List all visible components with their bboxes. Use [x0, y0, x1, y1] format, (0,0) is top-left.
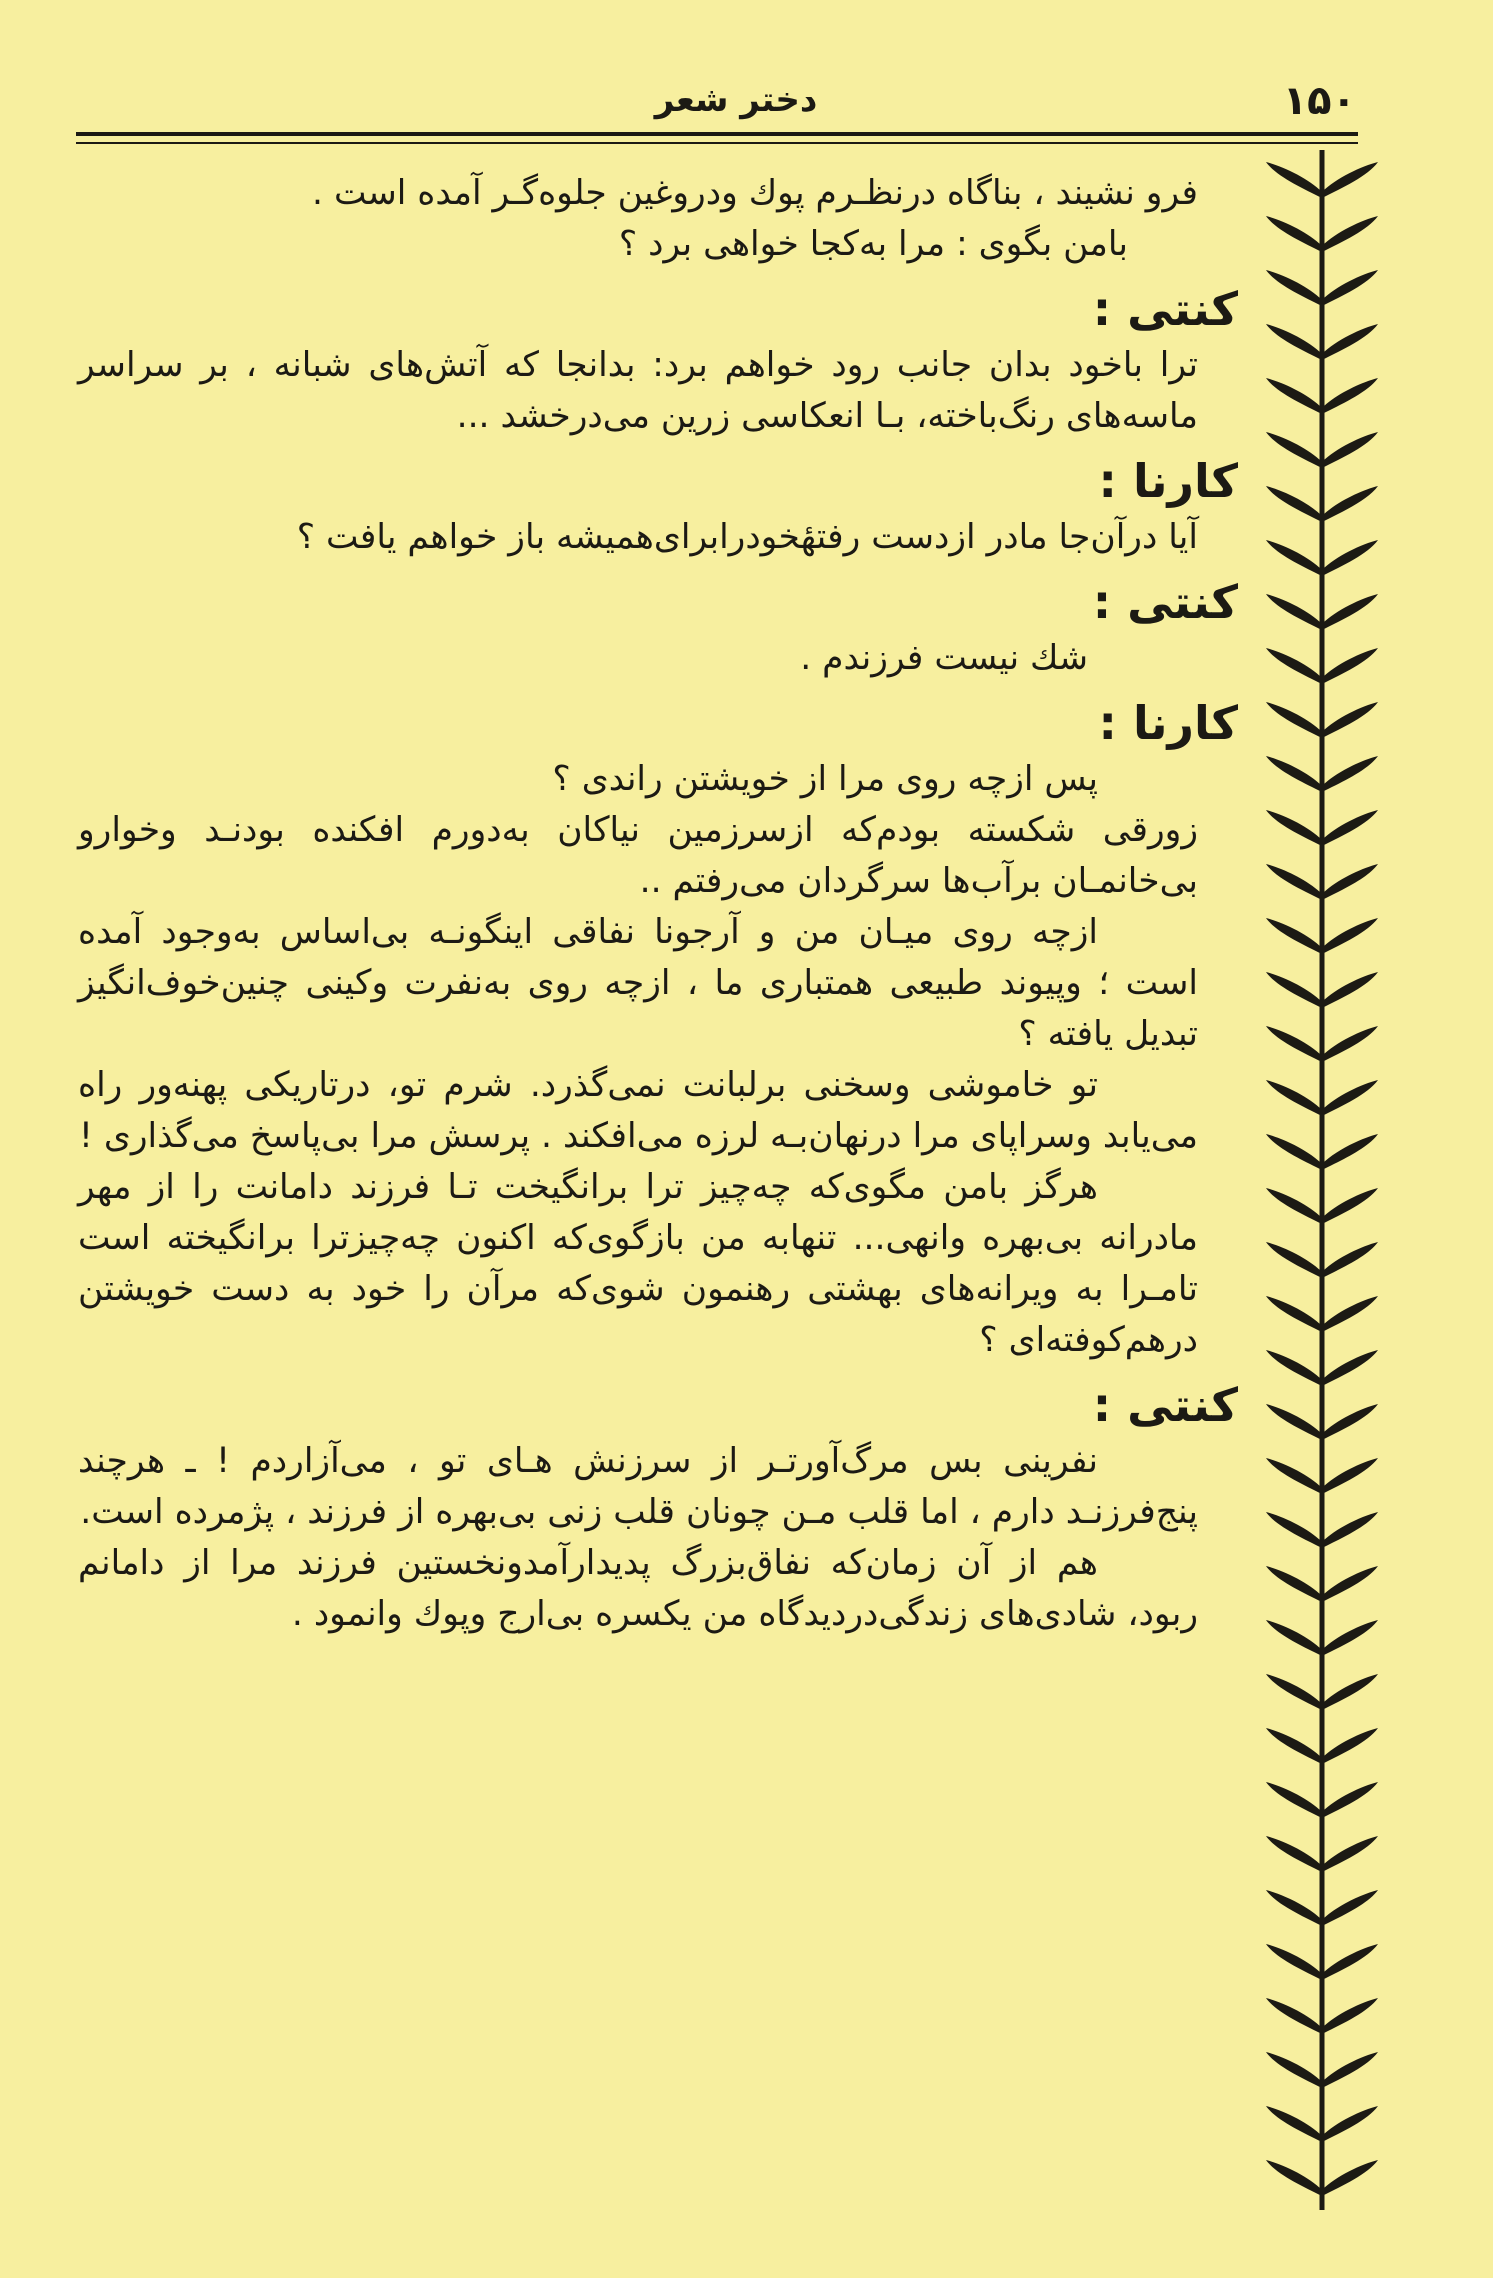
leaf-right: [1322, 1674, 1378, 1710]
leaf-left: [1266, 756, 1322, 792]
leaf-right: [1322, 918, 1378, 954]
leaf-right: [1322, 1080, 1378, 1116]
leaf-right: [1322, 270, 1378, 306]
leaf-right: [1322, 324, 1378, 360]
text-line: آیا درآن‌جا مادر ازدست رفتهٔخودرابرای‌همیشه باز خواهم یافت ؟: [296, 517, 1198, 557]
text-line: نفرینی بس مرگ‌آورتـر از سرزنش هـای تو ، می‌آزاردم ! ـ هرچند پنج‌فرزنـد دارم ، اما قلب مـن چونان قلب زنی بی‌بهره از فرزند ، پژمرده است.: [78, 1441, 1198, 1532]
running-title: دختر شعر: [654, 80, 818, 120]
leaf-right: [1322, 486, 1378, 522]
leaf-left: [1266, 1620, 1322, 1656]
leaf-left: [1266, 1188, 1322, 1224]
page-header: [76, 78, 1356, 138]
leaf-left: [1266, 1566, 1322, 1602]
leaf-left: [1266, 1242, 1322, 1278]
leaf-right: [1322, 1728, 1378, 1764]
leaf-right: [1322, 648, 1378, 684]
leaf-right: [1322, 378, 1378, 414]
leaf-left: [1266, 378, 1322, 414]
leaf-right: [1322, 162, 1378, 198]
leaf-right: [1322, 1782, 1378, 1818]
leaf-right: [1322, 2052, 1378, 2088]
leaf-right: [1322, 1890, 1378, 1926]
leaf-right: [1322, 594, 1378, 630]
leaf-left: [1266, 648, 1322, 684]
leaf-right: [1322, 1566, 1378, 1602]
leaf-left: [1266, 1512, 1322, 1548]
leaf-left: [1266, 1782, 1322, 1818]
leaf-right: [1322, 1512, 1378, 1548]
leaf-right: [1322, 864, 1378, 900]
leaf-left: [1266, 540, 1322, 576]
leaf-right: [1322, 1242, 1378, 1278]
speaker-label: کنتی :: [1092, 282, 1238, 336]
leaf-right: [1322, 1296, 1378, 1332]
leaf-left: [1266, 1728, 1322, 1764]
text-line: پس ازچه روی مرا از خویشتن راندی ؟: [552, 759, 1098, 799]
text-line: زورقی شکسته بودم‌که ازسرزمین نیاکان به‌دورم افکنده بودنـد وخوارو بی‌خانمـان برآب‌ها سرگردان می‌رفتم ..: [78, 810, 1198, 901]
leaf-left: [1266, 1026, 1322, 1062]
leaf-left: [1266, 432, 1322, 468]
leaf-left: [1266, 2052, 1322, 2088]
page-number: ۱۵۰: [1282, 78, 1356, 124]
leaf-left: [1266, 2106, 1322, 2142]
leaf-left: [1266, 162, 1322, 198]
text-line: ترا باخود بدان جانب رود خواهم برد: بدانجا که آتش‌های شبانه ، بر سراسر ماسه‌های رنگ‌باخته، بـا انعکاسی زرین می‌درخشد ...: [78, 345, 1198, 436]
leaf-left: [1266, 1350, 1322, 1386]
leaf-left: [1266, 1080, 1322, 1116]
leaf-left: [1266, 594, 1322, 630]
leaf-left: [1266, 1404, 1322, 1440]
leaf-left: [1266, 1674, 1322, 1710]
leaf-left: [1266, 1998, 1322, 2034]
header-rule-thin: [76, 142, 1358, 144]
leaf-left: [1266, 486, 1322, 522]
leaf-left: [1266, 1458, 1322, 1494]
text-line: تو خاموشی وسخنی برلبانت نمی‌گذرد. شرم تو، درتاریکی پهنه‌ور راه می‌یابد وسراپای مرا درنهان‌بـه لرزه می‌افکند . پرسش مرا بی‌پاسخ می‌گذاری !: [78, 1065, 1198, 1156]
leaf-right: [1322, 540, 1378, 576]
leaf-right: [1322, 972, 1378, 1008]
leaf-right: [1322, 1458, 1378, 1494]
leaf-vine-ornament: [1262, 150, 1382, 2220]
leaf-left: [1266, 1836, 1322, 1872]
leaf-right: [1322, 2160, 1378, 2196]
leaf-left: [1266, 2160, 1322, 2196]
text-line: هم از آن زمان‌که نفاق‌بزرگ پدیدارآمدونخستین فرزند مرا از دامانم ربود، شادی‌های زندگی‌درد‌یدگاه من یکسره بی‌ارج وپوك وانمود .: [78, 1543, 1198, 1634]
leaf-left: [1266, 1944, 1322, 1980]
leaf-right: [1322, 1836, 1378, 1872]
leaf-left: [1266, 918, 1322, 954]
leaf-left: [1266, 972, 1322, 1008]
leaf-left: [1266, 702, 1322, 738]
leaf-right: [1322, 1620, 1378, 1656]
leaf-left: [1266, 216, 1322, 252]
text-line: فرو نشیند ، بناگاه درنظـرم پوك ودروغین جلوه‌گـر آمده است .: [312, 173, 1198, 213]
leaf-right: [1322, 702, 1378, 738]
leaf-left: [1266, 1134, 1322, 1170]
leaf-left: [1266, 1296, 1322, 1332]
dialogue-text: [78, 168, 1238, 1640]
leaf-right: [1322, 1134, 1378, 1170]
leaf-right: [1322, 432, 1378, 468]
leaf-right: [1322, 216, 1378, 252]
leaf-right: [1322, 1998, 1378, 2034]
leaf-left: [1266, 324, 1322, 360]
speaker-label: کنتی :: [1092, 575, 1238, 629]
leaf-left: [1266, 810, 1322, 846]
leaf-left: [1266, 864, 1322, 900]
text-line: ازچه روی میـان من و آرجونا نفاقی اینگونـه بی‌اساس به‌وجود آمده است ؛ وپیوند طبیعی همتباری ما ، ازچه روی به‌نفرت وکینی چنین‌خوف‌انگیز تبدیل یافته ؟: [78, 912, 1198, 1054]
leaf-left: [1266, 270, 1322, 306]
leaf-right: [1322, 1944, 1378, 1980]
leaf-right: [1322, 756, 1378, 792]
leaf-right: [1322, 1350, 1378, 1386]
header-rule-thick: [76, 132, 1358, 136]
leaf-right: [1322, 1188, 1378, 1224]
leaf-right: [1322, 1026, 1378, 1062]
text-line: شك نیست فرزندم .: [800, 638, 1088, 678]
leaf-right: [1322, 810, 1378, 846]
text-line: بامن بگوی : مرا به‌کجا خواهی برد ؟: [618, 224, 1128, 264]
speaker-label: کارنا :: [1098, 454, 1238, 508]
leaf-left: [1266, 1890, 1322, 1926]
leaf-right: [1322, 1404, 1378, 1440]
speaker-label: کنتی :: [1092, 1378, 1238, 1432]
speaker-label: کارنا :: [1098, 696, 1238, 750]
leaf-right: [1322, 2106, 1378, 2142]
text-line: هرگز بامن مگوی‌که چه‌چیز ترا برانگیخت تـا فرزند دامانت را از مهر مادرانه بی‌بهره وانهی... تنهابه من بازگوی‌که اکنون چه‌چیزترا برانگیخته است تامـرا به ویرانه‌های بهشتی رهنمون شوی‌که مرآن را خود به دست خویشتن درهم‌کوفته‌ای ؟: [78, 1167, 1198, 1360]
